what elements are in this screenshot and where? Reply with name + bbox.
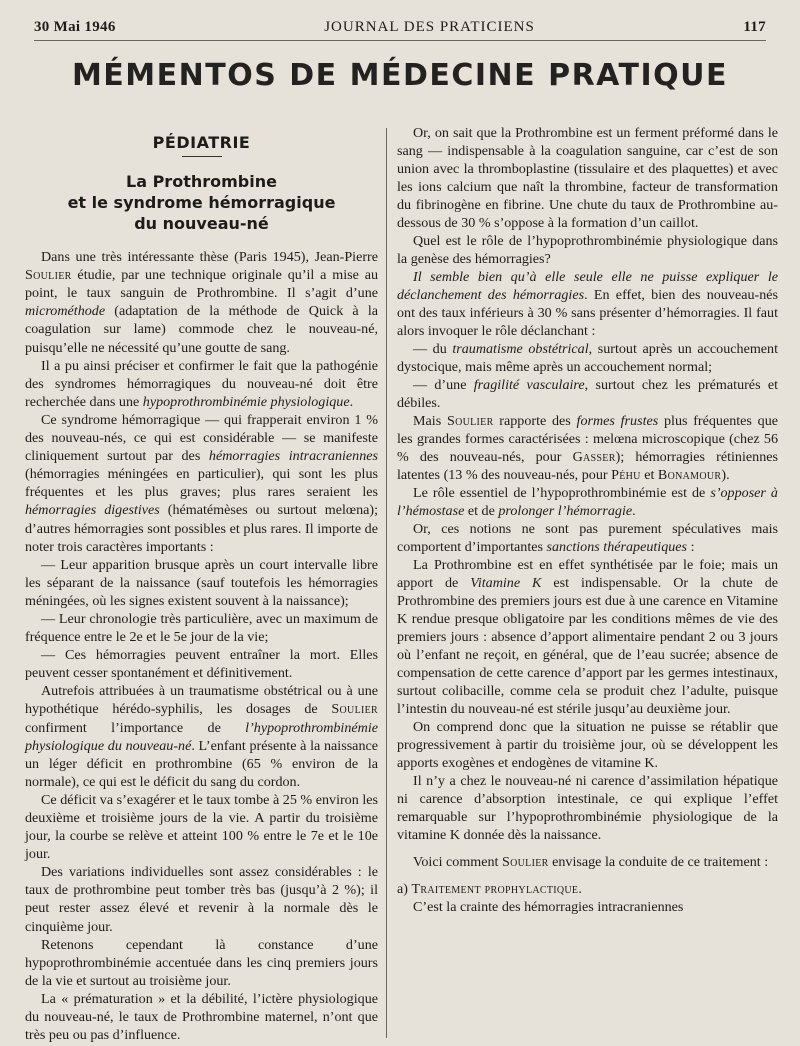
article-title-line: du nouveau-né (134, 214, 269, 234)
paragraph: La « prématuration » et la débilité, l’ictère physiologique du nouveau-né, le taux de Prothrombine maternel, n’ont que très peu ou pas d’influence. (25, 990, 378, 1044)
left-column (25, 126, 378, 1044)
paragraph: Dans une très intéressante thèse (Paris 1945), Jean-Pierre Soulier étudie, par une technique originale qu’il a mise au point, le taux sanguin de Prothrombine. Il s’agit d’une microméthode (adaptation de la méthode de Quick à la coagulation sur lame) commode chez le nouveau-né, puisqu’elle ne nécessité qu’une goutte de sang. (25, 249, 378, 356)
article-title-line: La Prothrombine (126, 172, 277, 192)
author-name: Gasser (572, 449, 616, 465)
paragraph: — Leur apparition brusque après un court intervalle libre les séparant de la naissance (sauf toutefois les hémorragies méningées, où les signes existent souvent à la naissance); (25, 556, 378, 609)
author-name: Soulier (25, 267, 72, 284)
issue-date: 30 Mai 1946 (34, 18, 116, 35)
paragraph: Des variations individuelles sont assez considérables : le taux de prothrombine peut tomber très bas (jusqu’à 2 %); il peut rester assez élevé et revenir à la normale dès le cinquième jour. (25, 864, 378, 935)
author-name: Soulier (502, 854, 549, 870)
page-number: 117 (743, 18, 766, 35)
paragraph: Retenons cependant là constance d’une hypoprothrombinémie accentuée dans les cinq premiers jours de la vie et surtout au troisième jour. (25, 936, 378, 989)
paragraph: — d’une fragilité vasculaire, surtout chez les prématurés et débiles. (397, 377, 779, 411)
paragraph: Mais Soulier rapporte des formes frustes plus fréquentes que les grandes formes caractérisées : melœna microscopique (chez 56 % des nouveau-nés, pour Gasser); hémorragies rétiniennes latentes (13 % des nouveau-nés, pour Péhu et Bonamour). (397, 413, 779, 483)
author-name: Bonamour (657, 467, 722, 483)
running-head (34, 14, 766, 41)
section-heading: PÉDIATRIE (152, 133, 251, 152)
paragraph: Le rôle essentiel de l’hypoprothrombinémie est de s’opposer à l’hémostase et de prolonger l’hémorragie. (397, 485, 778, 519)
paragraph: Il semble bien qu’à elle seule elle ne puisse expliquer le déclanchement des hémorragies. En effet, bien des nouveau-nés ont des taux inférieurs à 30 % sans présenter d’hémorragies. Il faut alors invoquer le rôle déclanchant : (397, 269, 778, 339)
paragraph: Autrefois attribuées à un traumatisme obstétrical ou à une hypothétique hérédo-syphilis, les dosages de Soulier confirment l’importance de l’hypoprothrombinémie physiologique du nouveau-né. L’enfant présente à la naissance un léger déficit en prothrombine (65 % environ de la normale), ce qui est le déficit du sang du cordon. (25, 683, 378, 790)
column-divider (386, 128, 387, 1038)
paragraph: Quel est le rôle de l’hypoprothrombinémie physiologique dans la genèse des hémorragies? (397, 233, 778, 267)
subheading: a) Traitement prophylactique. (397, 881, 582, 897)
author-name: Soulier (446, 413, 494, 429)
paragraph: Ce déficit va s’exagérer et le taux tombe à 25 % environ les deuxième et troisième jours de la vie. A partir du troisième jour, la courbe se relève et atteint 100 % entre le 7e et le 10e jour. (25, 791, 378, 863)
article-title (25, 171, 378, 234)
banner-title: MÉMENTOS DE MÉDECINE PRATIQUE (71, 58, 729, 93)
author-name: Soulier (331, 701, 378, 718)
paragraph: C’est la crainte des hémorragies intracraniennes (413, 899, 684, 915)
paragraph: — du traumatisme obstétrical, surtout après un accouchement dystocique, mais même après un accouchement normal; (397, 341, 779, 375)
author-name: Péhu (611, 467, 641, 483)
spacer (397, 871, 778, 880)
paragraph: Or, ces notions ne sont pas purement spéculatives mais comportent d’importantes sanctions thérapeutiques : (397, 521, 778, 555)
paragraph: Il n’y a chez le nouveau-né ni carence d’assimilation hépatique ni carence d’absorption intestinale, ce qui explique l’effet remarquable sur l’hypoprothrombinémie physiologique de la vitamine K donnée dès la naissance. (397, 773, 778, 843)
paragraph: — Ces hémorragies peuvent entraîner la mort. Elles peuvent cesser spontanément et définitivement. (25, 647, 378, 682)
article-title-line: et le syndrome hémorragique (67, 193, 336, 213)
spacer (397, 844, 778, 853)
section-underline (182, 156, 222, 157)
right-column (397, 124, 778, 916)
paragraph: Ce syndrome hémorragique — qui frapperait environ 1 % des nouveau-nés, ce qui est considérable — se manifeste cliniquement surtout par des hémorragies intracraniennes (hémorragies méningées en particulier), qui sont les plus fréquentes et les plus graves; plus rares seraient les hémorragies digestives (hématémèses ou surtout melœna); d’autres hémorragies sont possibles et plus rares. Il importe de noter trois caractères importants : (25, 411, 378, 555)
paragraph: On comprend donc que la situation ne puisse se rétablir que progressivement à partir du troisième jour, où se développent les apports exogènes et endogènes de vitamine K. (397, 719, 778, 771)
paragraph: La Prothrombine est en effet synthétisée par le foie; mais un apport de Vitamine K est indispensable. Or la chute de Prothrombine des premiers jours est due à une carence en Vitamine K rendue presque obligatoire par les conditions mêmes de vie des premiers jours : absence d’apport alimentaire pendant 2 ou 3 jours où l’enfant ne reçoit, en général, que de l’eau sucrée; absence de compensation de cette carence d’apport par les germes intestinaux, surtout colibacille, comme cela se produit chez l’adulte, puisque l’intestin du nouveau-né est stérile jusqu’au deuxième jour. (397, 557, 779, 717)
paragraph: — Leur chronologie très particulière, avec un maximum de fréquence entre le 2e et le 5e jour de la vie; (25, 610, 378, 646)
journal-name: JOURNAL DES PRATICIENS (324, 18, 535, 35)
paragraph: Il a pu ainsi préciser et confirmer le fait que la pathogénie des syndromes hémorragiques du nouveau-né doit être recherchée dans une hypoprothrombinémie physiologique. (25, 357, 378, 410)
paragraph: Or, on sait que la Prothrombine est un ferment préformé dans le sang — indispensable à la coagulation sanguine, car c’est de son union avec la thromboplastine (tissulaire et des plaquettes) et avec les ions calcium que naît la thrombine, facteur de transformation du fibrinogène en fibrine. Une chute du taux de Prothrombine au-dessous de 30 % s’oppose à la formation d’un caillot. (397, 125, 778, 231)
paragraph: Voici comment Soulier envisage la conduite de ce traitement : (413, 854, 769, 870)
